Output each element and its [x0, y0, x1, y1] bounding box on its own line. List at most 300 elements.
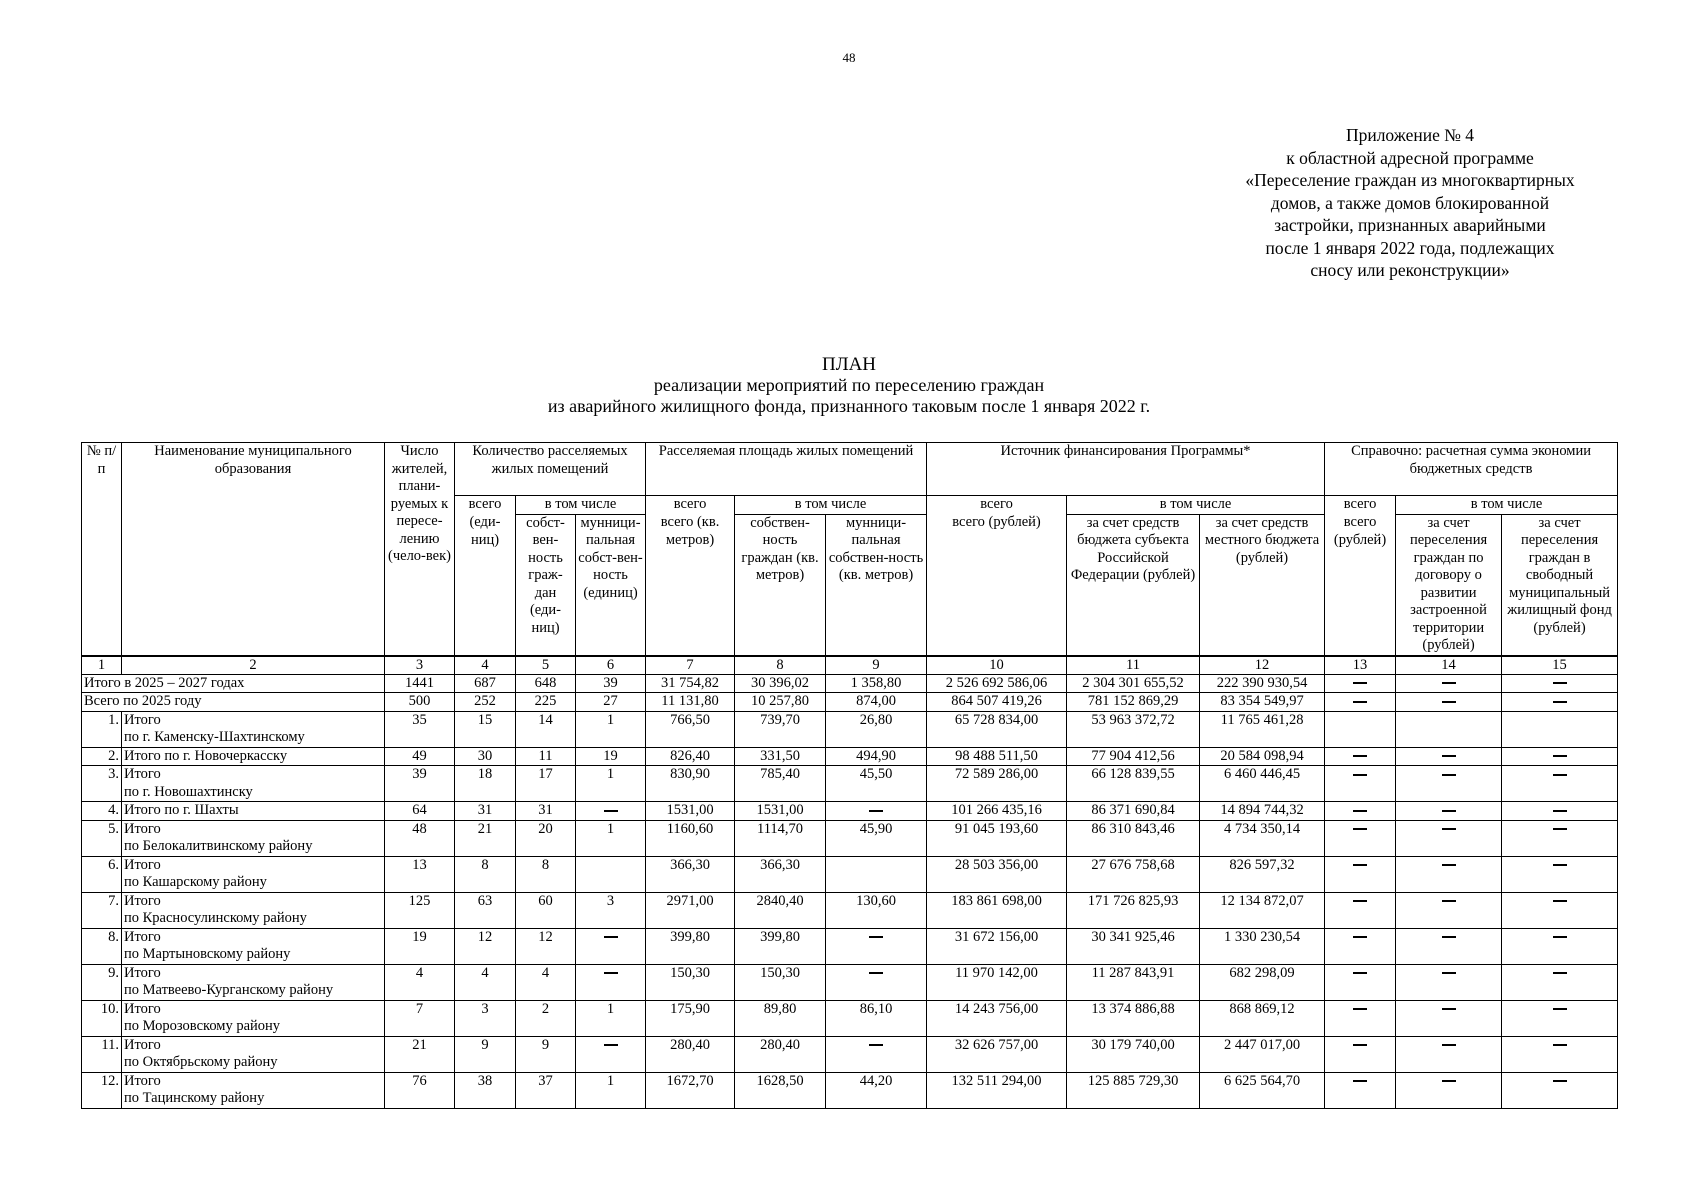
table-cell — [1325, 711, 1396, 747]
table-cell: 31 — [455, 802, 516, 821]
municipality-name-line: Итого — [124, 1072, 161, 1089]
row-number: 5. — [82, 820, 122, 856]
municipality-name-line: по Морозовскому району — [124, 1018, 281, 1034]
header-quantity: Количество расселяемых жилых помещений — [455, 443, 646, 496]
table-cell: 45,50 — [826, 766, 927, 802]
table-cell: 38 — [455, 1072, 516, 1108]
table-row — [82, 802, 1618, 821]
dash-mark — [869, 972, 883, 974]
dash-mark — [1553, 936, 1567, 938]
municipality-name-line: Итого — [124, 1036, 161, 1053]
dash-mark — [1442, 900, 1456, 902]
column-number-cell: 6 — [576, 656, 646, 675]
table-cell: 125 885 729,30 — [1067, 1072, 1200, 1108]
table-cell: 1531,00 — [735, 802, 826, 821]
table-cell: 132 511 294,00 — [927, 1072, 1067, 1108]
summary-cell: 252 — [455, 693, 516, 712]
table-cell — [1396, 928, 1502, 964]
header-name: Наименование муниципального образования — [122, 443, 385, 656]
table-cell — [1325, 964, 1396, 1000]
summary-cell — [1325, 693, 1396, 712]
table-cell: 4 — [385, 964, 455, 1000]
summary-cell: 500 — [385, 693, 455, 712]
table-cell: 11 765 461,28 — [1200, 711, 1325, 747]
table-row — [82, 747, 1618, 766]
dash-mark — [1353, 682, 1367, 684]
table-cell: 1 — [576, 820, 646, 856]
table-cell: 63 — [455, 892, 516, 928]
dash-mark — [1442, 810, 1456, 812]
table-row — [82, 1000, 1618, 1036]
table-cell: 76 — [385, 1072, 455, 1108]
table-header — [82, 443, 1618, 656]
column-number-cell: 9 — [826, 656, 927, 675]
summary-cell: 1 358,80 — [826, 674, 927, 693]
table-cell: 2840,40 — [735, 892, 826, 928]
table-cell — [1502, 1000, 1618, 1036]
table-body — [82, 656, 1618, 1109]
header-q-own: собст-вен-ность граж-дан (еди-ниц) — [516, 514, 576, 656]
table-cell — [576, 1036, 646, 1072]
table-cell: 15 — [455, 711, 516, 747]
table-cell: 130,60 — [826, 892, 927, 928]
dash-mark — [1353, 1044, 1367, 1046]
table-cell — [1325, 747, 1396, 766]
table-cell: 27 676 758,68 — [1067, 856, 1200, 892]
table-cell — [1396, 711, 1502, 747]
table-cell: 4 734 350,14 — [1200, 820, 1325, 856]
table-cell: 175,90 — [646, 1000, 735, 1036]
table-cell: 20 584 098,94 — [1200, 747, 1325, 766]
municipality-name-line: по Октябрьскому району — [124, 1054, 278, 1070]
table-cell: 1 — [576, 1072, 646, 1108]
dash-mark — [1442, 701, 1456, 703]
dash-mark — [1553, 810, 1567, 812]
table-cell — [826, 802, 927, 821]
column-number-cell: 8 — [735, 656, 826, 675]
row-number: 3. — [82, 766, 122, 802]
row-number: 2. — [82, 747, 122, 766]
summary-cell: 874,00 — [826, 693, 927, 712]
dash-mark — [1553, 864, 1567, 866]
table-cell: 366,30 — [646, 856, 735, 892]
header-f-including: в том числе — [1067, 496, 1325, 515]
header-r-total: всего (рублей) — [1325, 514, 1396, 656]
table-cell — [1502, 892, 1618, 928]
table-cell — [1396, 1072, 1502, 1108]
table-cell: 1 — [576, 711, 646, 747]
dash-mark — [1353, 864, 1367, 866]
municipality-name-line: по Белокалитвинскому району — [124, 838, 313, 854]
table-cell — [1502, 711, 1618, 747]
row-number: 9. — [82, 964, 122, 1000]
dash-mark — [1442, 1044, 1456, 1046]
dash-mark — [1442, 682, 1456, 684]
table-cell: 21 — [385, 1036, 455, 1072]
table-row — [82, 820, 1618, 856]
table-cell: 32 626 757,00 — [927, 1036, 1067, 1072]
header-area: Расселяемая площадь жилых помещений — [646, 443, 927, 496]
table-cell: 9 — [516, 1036, 576, 1072]
table-cell — [576, 856, 646, 892]
table-cell: 11 970 142,00 — [927, 964, 1067, 1000]
table-cell: 1672,70 — [646, 1072, 735, 1108]
summary-cell: 687 — [455, 674, 516, 693]
table-cell: 72 589 286,00 — [927, 766, 1067, 802]
table-cell: 366,30 — [735, 856, 826, 892]
summary-label: Итого в 2025 – 2027 годах — [82, 674, 385, 693]
municipality-name-line: Итого — [124, 766, 161, 782]
summary-cell — [1502, 674, 1618, 693]
summary-cell: 31 754,82 — [646, 674, 735, 693]
table-cell: 830,90 — [646, 766, 735, 802]
dash-mark — [869, 810, 883, 812]
dash-mark — [1553, 828, 1567, 830]
row-number: 4. — [82, 802, 122, 821]
table-cell: 1 330 230,54 — [1200, 928, 1325, 964]
summary-row — [82, 674, 1618, 693]
table-cell: 64 — [385, 802, 455, 821]
table-cell: 13 374 886,88 — [1067, 1000, 1200, 1036]
table-cell: 125 — [385, 892, 455, 928]
table-cell — [1502, 766, 1618, 802]
table-cell: 494,90 — [826, 747, 927, 766]
dash-mark — [1442, 774, 1456, 776]
header-r-dev: за счет переселения граждан по договору о развитии застроенной территории (рублей) — [1396, 514, 1502, 656]
table-cell: 4 — [455, 964, 516, 1000]
table-cell: 14 894 744,32 — [1200, 802, 1325, 821]
subtitle-line: из аварийного жилищного фонда, признанного таковым после 1 января 2022 г. — [547, 396, 1151, 416]
table-cell — [1502, 1072, 1618, 1108]
table-cell — [826, 856, 927, 892]
dash-mark — [1553, 755, 1567, 757]
table-cell: 826 597,32 — [1200, 856, 1325, 892]
dash-mark — [604, 936, 618, 938]
page-number: 48 — [842, 50, 856, 65]
column-number-cell: 13 — [1325, 656, 1396, 675]
dash-mark — [1553, 701, 1567, 703]
dash-mark — [1353, 810, 1367, 812]
summary-cell: 30 396,02 — [735, 674, 826, 693]
table-cell: 1531,00 — [646, 802, 735, 821]
table-row — [82, 892, 1618, 928]
table-cell — [1325, 766, 1396, 802]
table-row — [82, 964, 1618, 1000]
column-number-cell: 4 — [455, 656, 516, 675]
municipality-name — [122, 766, 385, 802]
column-number-cell: 5 — [516, 656, 576, 675]
table-cell — [1502, 856, 1618, 892]
dash-mark — [1553, 774, 1567, 776]
table-cell: 37 — [516, 1072, 576, 1108]
header-residents-top: Число жителей, плани- — [385, 443, 455, 496]
table-cell: 1628,50 — [735, 1072, 826, 1108]
municipality-name-line: Итого — [124, 928, 161, 945]
table-cell: 766,50 — [646, 711, 735, 747]
dash-mark — [1353, 1080, 1367, 1082]
table-cell — [1325, 928, 1396, 964]
table-cell: 20 — [516, 820, 576, 856]
header-f-subject: за счет средств бюджета субъекта Российской Федерации (рублей) — [1067, 514, 1200, 656]
dash-mark — [1553, 1008, 1567, 1010]
table-cell: 12 — [455, 928, 516, 964]
table-cell: 868 869,12 — [1200, 1000, 1325, 1036]
municipality-name-line: по г. Новошахтинску — [124, 783, 253, 800]
table-cell: 6 625 564,70 — [1200, 1072, 1325, 1108]
dash-mark — [604, 1044, 618, 1046]
municipality-name — [122, 1072, 385, 1108]
table-cell: 28 503 356,00 — [927, 856, 1067, 892]
table-cell: 44,20 — [826, 1072, 927, 1108]
table-cell: 2971,00 — [646, 892, 735, 928]
header-f-local: за счет средств местного бюджета (рублей) — [1200, 514, 1325, 656]
table-cell: 2 — [516, 1000, 576, 1036]
table-cell: 77 904 412,56 — [1067, 747, 1200, 766]
summary-cell: 781 152 869,29 — [1067, 693, 1200, 712]
summary-cell: 222 390 930,54 — [1200, 674, 1325, 693]
header-a-mun: мунници-пальная собствен-ность (кв. метров) — [826, 514, 927, 656]
table-cell: 53 963 372,72 — [1067, 711, 1200, 747]
table-cell — [576, 802, 646, 821]
header-r-free: за счет переселения граждан в свободный муниципальный жилищный фонд (рублей) — [1502, 514, 1618, 656]
table-cell — [1502, 747, 1618, 766]
summary-cell: 648 — [516, 674, 576, 693]
summary-cell: 1441 — [385, 674, 455, 693]
header-a-total: всего (кв. метров) — [646, 514, 735, 656]
municipality-name — [122, 747, 385, 766]
appendix-line: Приложение № 4 — [1345, 125, 1475, 145]
municipality-name-line: Итого по г. Шахты — [124, 802, 239, 818]
table-cell: 183 861 698,00 — [927, 892, 1067, 928]
column-number-cell: 1 — [82, 656, 122, 675]
table-row — [82, 711, 1618, 747]
municipality-name-line: по г. Каменску-Шахтинскому — [124, 729, 305, 745]
summary-cell: 2 526 692 586,06 — [927, 674, 1067, 693]
row-number: 6. — [82, 856, 122, 892]
municipality-name — [122, 820, 385, 856]
municipality-name — [122, 711, 385, 747]
header-a-including: в том числе — [735, 496, 927, 515]
dash-mark — [1553, 1044, 1567, 1046]
dash-mark — [1353, 701, 1367, 703]
table-cell: 12 134 872,07 — [1200, 892, 1325, 928]
dash-mark — [1353, 972, 1367, 974]
table-cell: 86 310 843,46 — [1067, 820, 1200, 856]
table-cell: 171 726 825,93 — [1067, 892, 1200, 928]
dash-mark — [1442, 828, 1456, 830]
municipality-name-line: по Мартыновскому району — [124, 946, 291, 962]
row-number: 12. — [82, 1072, 122, 1108]
dash-mark — [869, 936, 883, 938]
table-cell — [1325, 1072, 1396, 1108]
appendix-line: домов, а также домов блокированной — [1270, 192, 1550, 213]
table-cell — [1396, 1000, 1502, 1036]
plan-table — [81, 442, 1618, 1109]
table-cell — [1396, 766, 1502, 802]
table-cell — [1396, 1036, 1502, 1072]
dash-mark — [1353, 774, 1367, 776]
municipality-name-line: Итого — [124, 964, 161, 981]
table-row — [82, 1072, 1618, 1108]
table-row — [82, 928, 1618, 964]
dash-mark — [1553, 1080, 1567, 1082]
table-cell — [1325, 1036, 1396, 1072]
table-cell: 98 488 511,50 — [927, 747, 1067, 766]
summary-cell: 83 354 549,97 — [1200, 693, 1325, 712]
table-cell: 21 — [455, 820, 516, 856]
dash-mark — [1442, 1008, 1456, 1010]
column-number-cell: 11 — [1067, 656, 1200, 675]
dash-mark — [1353, 1008, 1367, 1010]
column-number-cell: 14 — [1396, 656, 1502, 675]
table-cell — [1325, 820, 1396, 856]
appendix-line: после 1 января 2022 года, подлежащих — [1265, 237, 1555, 258]
table-cell: 86 371 690,84 — [1067, 802, 1200, 821]
table-cell: 14 243 756,00 — [927, 1000, 1067, 1036]
table-cell — [1502, 802, 1618, 821]
table-cell — [576, 928, 646, 964]
row-number: 10. — [82, 1000, 122, 1036]
dash-mark — [1353, 900, 1367, 902]
table-cell: 14 — [516, 711, 576, 747]
dash-mark — [1442, 864, 1456, 866]
header-f-total: всего (рублей) — [927, 514, 1067, 656]
header-residents-bottom: руемых к пересе-лению (чело-век) — [385, 496, 455, 656]
table-cell: 11 287 843,91 — [1067, 964, 1200, 1000]
table-cell — [1396, 964, 1502, 1000]
header-a-own: собствен-ность граждан (кв. метров) — [735, 514, 826, 656]
table-cell: 48 — [385, 820, 455, 856]
table-cell: 682 298,09 — [1200, 964, 1325, 1000]
header-finance: Источник финансирования Программы* — [927, 443, 1325, 496]
header-q-total: всего — [455, 496, 516, 515]
table-cell: 89,80 — [735, 1000, 826, 1036]
table-cell: 11 — [516, 747, 576, 766]
header-q-total-unit: (еди-ниц) — [455, 514, 516, 656]
municipality-name-line: Итого — [124, 856, 161, 873]
dash-mark — [869, 1044, 883, 1046]
table-cell — [826, 964, 927, 1000]
table-cell — [1502, 928, 1618, 964]
dash-mark — [1353, 936, 1367, 938]
table-cell — [1502, 1036, 1618, 1072]
table-cell: 6 460 446,45 — [1200, 766, 1325, 802]
table-cell: 86,10 — [826, 1000, 927, 1036]
dash-mark — [1442, 755, 1456, 757]
row-number: 1. — [82, 711, 122, 747]
table-cell — [1325, 802, 1396, 821]
table-cell — [1325, 1000, 1396, 1036]
table-cell — [576, 964, 646, 1000]
header-num: № п/п — [82, 443, 122, 656]
row-number: 7. — [82, 892, 122, 928]
column-number-cell: 7 — [646, 656, 735, 675]
table-cell: 66 128 839,55 — [1067, 766, 1200, 802]
column-number-cell: 15 — [1502, 656, 1618, 675]
table-cell: 826,40 — [646, 747, 735, 766]
municipality-name-line: Итого — [124, 892, 161, 909]
table-cell: 1 — [576, 766, 646, 802]
table-cell: 19 — [576, 747, 646, 766]
table-cell: 12 — [516, 928, 576, 964]
municipality-name-line: Итого по г. Новочеркасску — [124, 747, 288, 764]
summary-cell: 27 — [576, 693, 646, 712]
table-cell: 1 — [576, 1000, 646, 1036]
table-cell: 31 — [516, 802, 576, 821]
summary-row — [82, 693, 1618, 712]
table-cell — [1396, 820, 1502, 856]
table-cell: 19 — [385, 928, 455, 964]
table-cell: 331,50 — [735, 747, 826, 766]
column-number-row — [82, 656, 1618, 675]
table-row — [82, 856, 1618, 892]
header-q-including: в том числе — [516, 496, 646, 515]
table-cell: 17 — [516, 766, 576, 802]
table-cell: 280,40 — [646, 1036, 735, 1072]
table-cell: 39 — [385, 766, 455, 802]
table-cell: 30 — [455, 747, 516, 766]
column-number-cell: 3 — [385, 656, 455, 675]
column-number-cell: 10 — [927, 656, 1067, 675]
municipality-name — [122, 892, 385, 928]
table-cell — [1396, 892, 1502, 928]
table-cell: 9 — [455, 1036, 516, 1072]
table-cell: 18 — [455, 766, 516, 802]
dash-mark — [1553, 900, 1567, 902]
table-cell: 8 — [516, 856, 576, 892]
dash-mark — [1442, 936, 1456, 938]
table-cell: 4 — [516, 964, 576, 1000]
column-number-cell: 12 — [1200, 656, 1325, 675]
table-cell: 399,80 — [646, 928, 735, 964]
municipality-name — [122, 1000, 385, 1036]
table-cell — [1325, 856, 1396, 892]
dash-mark — [604, 810, 618, 812]
dash-mark — [1353, 828, 1367, 830]
table-cell: 1114,70 — [735, 820, 826, 856]
municipality-name — [122, 928, 385, 964]
dash-mark — [1442, 972, 1456, 974]
summary-cell — [1502, 693, 1618, 712]
header-f-total-label: всего — [927, 496, 1067, 515]
table-cell: 60 — [516, 892, 576, 928]
municipality-name — [122, 1036, 385, 1072]
table-cell — [1502, 820, 1618, 856]
table-cell: 2 447 017,00 — [1200, 1036, 1325, 1072]
summary-cell: 225 — [516, 693, 576, 712]
municipality-name-line: по Кашарскому району — [124, 874, 267, 890]
table-cell — [1396, 802, 1502, 821]
dash-mark — [604, 972, 618, 974]
table-cell: 65 728 834,00 — [927, 711, 1067, 747]
summary-cell: 2 304 301 655,52 — [1067, 674, 1200, 693]
summary-cell: 11 131,80 — [646, 693, 735, 712]
dash-mark — [1553, 972, 1567, 974]
header-a-total-label: всего — [646, 496, 735, 515]
appendix-line: к областной адресной программе — [1286, 147, 1534, 168]
table-row — [82, 1036, 1618, 1072]
appendix-line: застройки, признанных аварийными — [1274, 215, 1546, 235]
table-cell: 45,90 — [826, 820, 927, 856]
table-cell: 91 045 193,60 — [927, 820, 1067, 856]
appendix-line: «Переселение граждан из многоквартирных — [1245, 170, 1575, 190]
table-cell: 7 — [385, 1000, 455, 1036]
dash-mark — [1353, 755, 1367, 757]
table-cell: 1160,60 — [646, 820, 735, 856]
table-cell: 31 672 156,00 — [927, 928, 1067, 964]
table-row — [82, 766, 1618, 802]
table-cell: 30 179 740,00 — [1067, 1036, 1200, 1072]
